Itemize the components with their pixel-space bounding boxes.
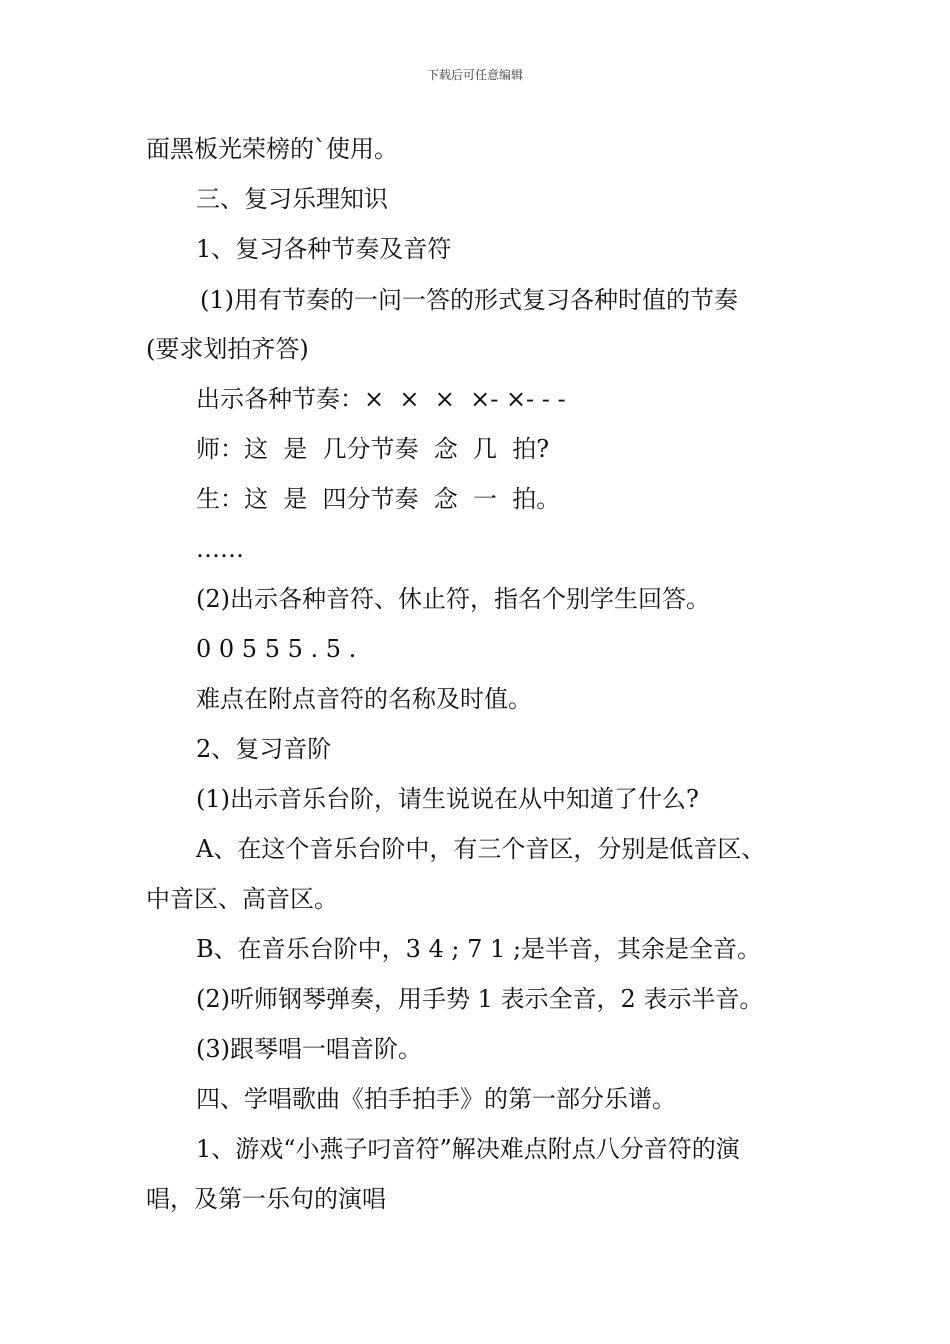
ellipsis: …… [196, 535, 244, 563]
text-line: A、在这个音乐台阶中，有三个音区，分别是低音区、 [196, 835, 766, 863]
page-header: 下载后可任意编辑 [426, 68, 523, 82]
subsection-heading: 1、复习各种节奏及音符 [196, 235, 452, 263]
text-line: (2)听师钢琴弹奏，用手势 1 表示全音，2 表示半音。 [196, 985, 764, 1013]
text-line: B、在音乐台阶中，3 4 ; 7 1 ;是半音，其余是全音。 [196, 935, 762, 963]
text-line: (要求划拍齐答) [146, 335, 309, 363]
text-line: 中音区、高音区。 [146, 885, 338, 913]
text-line: (3)跟琴唱一唱音阶。 [196, 1035, 422, 1063]
text-line: (2)出示各种音符、休止符，指名个别学生回答。 [196, 585, 710, 613]
text-line: 难点在附点音符的名称及时值。 [196, 685, 532, 713]
text-line: 面黑板光荣榜的`使用。 [146, 135, 398, 163]
subsection-heading: 2、复习音阶 [196, 735, 332, 763]
section-heading: 四、学唱歌曲《拍手拍手》的第一部分乐谱。 [196, 1085, 676, 1113]
text-line: 生：这 是 四分节奏 念 一 拍。 [196, 485, 561, 513]
text-line: 唱，及第一乐句的演唱 [146, 1185, 386, 1213]
section-heading: 三、复习乐理知识 [196, 185, 388, 213]
text-line: (1)用有节奏的一问一答的形式复习各种时值的节奏 [200, 286, 738, 314]
text-line: (1)出示音乐台阶，请生说说在从中知道了什么? [196, 785, 699, 813]
text-line: 出示各种节奏：× × × ×- ×- - - [196, 385, 566, 413]
notation-line: 0 0 5 5 5 . 5 . [196, 635, 357, 663]
text-line: 1、游戏“小燕子叼音符”解决难点附点八分音符的演 [196, 1135, 740, 1163]
text-line: 师：这 是 几分节奏 念 几 拍? [196, 435, 550, 463]
